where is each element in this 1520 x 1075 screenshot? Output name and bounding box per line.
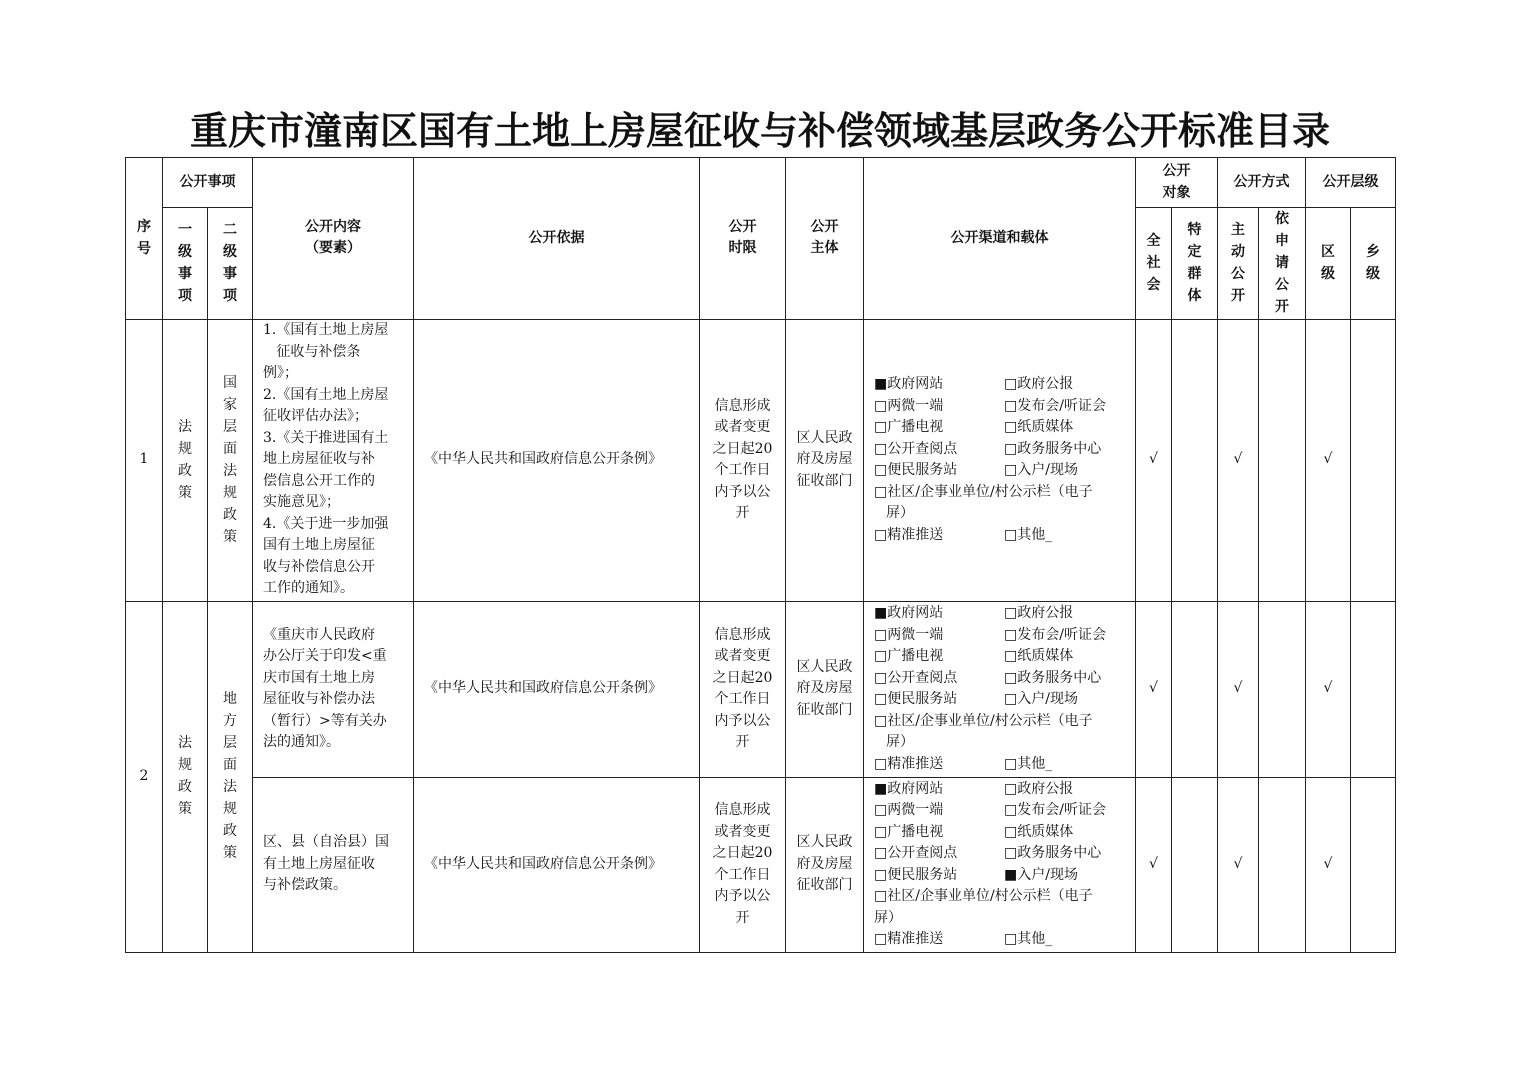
row-target-specific: [1172, 777, 1218, 952]
channel-option: □其他_: [1004, 755, 1053, 772]
row-level2: 地方层面法规政策: [208, 601, 253, 952]
header-level2: 二级事项: [208, 208, 253, 320]
header-items: 公开事项: [163, 158, 253, 208]
row-target-all: √: [1136, 319, 1172, 601]
row-content: 区、县（自治县）国 有土地上房屋征收 与补偿政策。: [253, 777, 414, 952]
row-level1: 法规政策: [163, 319, 208, 601]
channel-option: □入户/现场: [1004, 462, 1078, 478]
channel-option: □广播电视: [874, 419, 944, 435]
header-subject: 公开 主体: [786, 158, 864, 320]
catalog-table: [125, 157, 1396, 953]
channel-option: □纸质媒体: [1004, 648, 1074, 664]
row-subject: 区人民政府及房屋征收部门: [786, 777, 864, 952]
row-channels: [864, 319, 1136, 601]
row-seq: 2: [126, 601, 163, 952]
channel-option: □社区/企事业单位/村公示栏（电子 屏）: [874, 712, 1093, 750]
header-mode-request: 依申请公开: [1259, 208, 1306, 320]
header-target: 公开 对象: [1136, 158, 1218, 208]
channel-option: □社区/企事业单位/村公示栏（电子 屏）: [874, 483, 1093, 521]
row-level-district: √: [1306, 601, 1351, 777]
channel-option: □政府公报: [1004, 376, 1074, 392]
document-title: 重庆市潼南区国有土地上房屋征收与补偿领域基层政务公开标准目录: [189, 108, 1330, 153]
channel-option: □政务服务中心: [1004, 845, 1102, 861]
row-mode-active: √: [1218, 319, 1259, 601]
header-basis: 公开依据: [414, 158, 700, 320]
row-time-limit: 信息形成或者变更之日起20个工作日内予以公开: [700, 777, 786, 952]
row-seq: 1: [126, 319, 163, 601]
row-level-district: √: [1306, 319, 1351, 601]
row-content: 1.《国有土地上房屋 征收与补偿条 例》； 2.《国有土地上房屋 征收评估办法》； 3.《关于推进国有土 地上房屋征收与补 偿信息公开工作的 实施意见》； 4.《关于进一步加强 国有土地上房屋征 收与补偿信息公开 工作的通知》。: [253, 319, 414, 601]
channel-option: □两微一端: [874, 626, 944, 643]
channel-option: □两微一端: [874, 397, 944, 414]
channel-option: □便民服务站: [874, 691, 958, 707]
channel-option: □广播电视: [874, 648, 944, 664]
channel-option: □纸质媒体: [1004, 419, 1074, 435]
channel-option: □发布会/听证会: [1004, 397, 1106, 414]
row-level2: 国家层面法规政策: [208, 319, 253, 601]
channel-option: ■政府网站: [874, 605, 944, 621]
channel-option: □便民服务站: [874, 866, 958, 883]
channel-option: □政务服务中心: [1004, 669, 1102, 686]
row-mode-active: √: [1218, 777, 1259, 952]
row-target-specific: [1172, 319, 1218, 601]
channel-option: ■政府网站: [874, 376, 944, 392]
header-mode: 公开方式: [1218, 158, 1306, 208]
row-content: 《重庆市人民政府 办公厅关于印发<重 庆市国有土地上房 屋征收与补偿办法 （暂行）>等有关办 法的通知》。: [253, 601, 414, 777]
row-basis: 《中华人民共和国政府信息公开条例》: [414, 777, 700, 952]
table-row: [126, 777, 1396, 952]
channel-option: □精准推送: [874, 755, 944, 772]
row-level-township: [1351, 777, 1396, 952]
channel-option: □发布会/听证会: [1004, 802, 1106, 818]
channel-option: □精准推送: [874, 526, 944, 543]
row-level-township: [1351, 319, 1396, 601]
channel-option: □两微一端: [874, 802, 944, 818]
header-level: 公开层级: [1306, 158, 1396, 208]
channel-option: □政府公报: [1004, 780, 1074, 797]
header-target-all: 全社会: [1136, 208, 1172, 320]
header-level1: 一级事项: [163, 208, 208, 320]
channel-option: ■入户/现场: [1004, 866, 1078, 883]
row-mode-active: √: [1218, 601, 1259, 777]
row-channels: [864, 601, 1136, 777]
channel-option: □公开查阅点: [874, 845, 958, 861]
channel-option: □政务服务中心: [1004, 440, 1102, 457]
channel-option: □纸质媒体: [1004, 823, 1074, 840]
row-subject: 区人民政府及房屋征收部门: [786, 601, 864, 777]
channel-option: □社区/企事业单位/村公示栏（电子 屏）: [874, 888, 1093, 926]
row-target-specific: [1172, 601, 1218, 777]
header-seq: 序号: [126, 158, 163, 320]
channel-option: □发布会/听证会: [1004, 626, 1106, 643]
row-level-district: √: [1306, 777, 1351, 952]
header-content: 公开内容 （要素）: [253, 158, 414, 320]
row-basis: 《中华人民共和国政府信息公开条例》: [414, 601, 700, 777]
channel-option: □入户/现场: [1004, 691, 1078, 707]
channel-option: □精准推送: [874, 931, 944, 947]
channel-option: □其他_: [1004, 526, 1053, 543]
channel-option: □广播电视: [874, 823, 944, 840]
header-row-1: [126, 158, 1396, 208]
row-subject: 区人民政府及房屋征收部门: [786, 319, 864, 601]
channel-option: ■政府网站: [874, 780, 944, 797]
row-channels: [864, 777, 1136, 952]
row-time-limit: 信息形成或者变更之日起20个工作日内予以公开: [700, 601, 786, 777]
row-target-all: √: [1136, 777, 1172, 952]
row-level-township: [1351, 601, 1396, 777]
channel-option: □公开查阅点: [874, 440, 958, 457]
row-mode-request: [1259, 777, 1306, 952]
channel-option: □其他_: [1004, 931, 1053, 947]
header-level-district: 区级: [1306, 208, 1351, 320]
header-target-specific: 特定群体: [1172, 208, 1218, 320]
row-level1: 法规政策: [163, 601, 208, 952]
row-basis: 《中华人民共和国政府信息公开条例》: [414, 319, 700, 601]
header-channels: 公开渠道和载体: [864, 158, 1136, 320]
header-level-township: 乡级: [1351, 208, 1396, 320]
row-time-limit: 信息形成或者变更之日起20个工作日内予以公开: [700, 319, 786, 601]
table-row: [126, 601, 1396, 777]
row-mode-request: [1259, 319, 1306, 601]
row-target-all: √: [1136, 601, 1172, 777]
table-row: [126, 319, 1396, 601]
header-time-limit: 公开 时限: [700, 158, 786, 320]
row-mode-request: [1259, 601, 1306, 777]
channel-option: □政府公报: [1004, 605, 1074, 621]
channel-option: □便民服务站: [874, 462, 958, 478]
header-mode-active: 主动公开: [1218, 208, 1259, 320]
channel-option: □公开查阅点: [874, 669, 958, 686]
